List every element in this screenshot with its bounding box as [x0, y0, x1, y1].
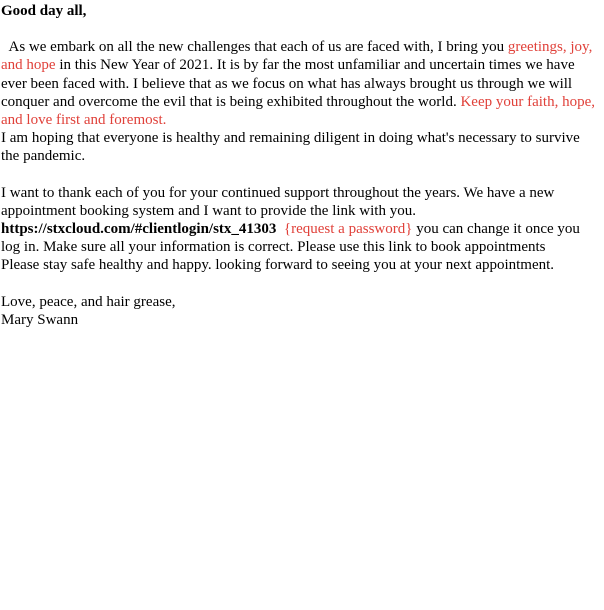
request-password-link[interactable]: {request a password} — [283, 221, 413, 238]
intro-lead-text: As we embark on all the new challenges that each of us are faced with, I bring you — [1, 39, 508, 56]
blank-line — [1, 275, 601, 293]
link-rest-text: you can change it once you log in. Make sure all your information is correct. Please use this link to book appointments — [1, 221, 580, 256]
paragraph-intro — [1, 38, 601, 129]
paragraph-thanks: I want to thank each of you for your continued support throughout the years. We have a new appointment booking system and I want to provide the link with you. — [1, 184, 555, 219]
highlight-faith: Keep your faith, hope, and love first and foremost. — [1, 93, 596, 129]
highlight-greetings: greetings, joy, and hope — [1, 39, 593, 74]
greeting: Good day all, — [1, 3, 87, 19]
link-gap — [276, 221, 284, 237]
signature: Mary Swann — [1, 311, 79, 328]
paragraph-link — [1, 220, 601, 256]
blank-line — [1, 166, 601, 184]
closing-line: Love, peace, and hair grease, — [1, 293, 176, 310]
paragraph-stay-safe: Please stay safe healthy and happy. looking forward to seeing you at your next appointment. — [1, 257, 555, 274]
paragraph-health: I am hoping that everyone is healthy and remaining diligent in doing what's necessary to survive the pandemic. — [1, 130, 580, 165]
booking-link[interactable]: https://stxcloud.com/#clientlogin/stx_41303 — [1, 221, 277, 238]
intro-mid-text: in this New Year of 2021. It is by far the most unfamiliar and uncertain times we have ever been faced with. I believe that as we focus on what has always brought us through we will conquer and overcome the evil that is being exhibited throughout the world. — [1, 57, 575, 110]
email-body — [1, 2, 601, 329]
